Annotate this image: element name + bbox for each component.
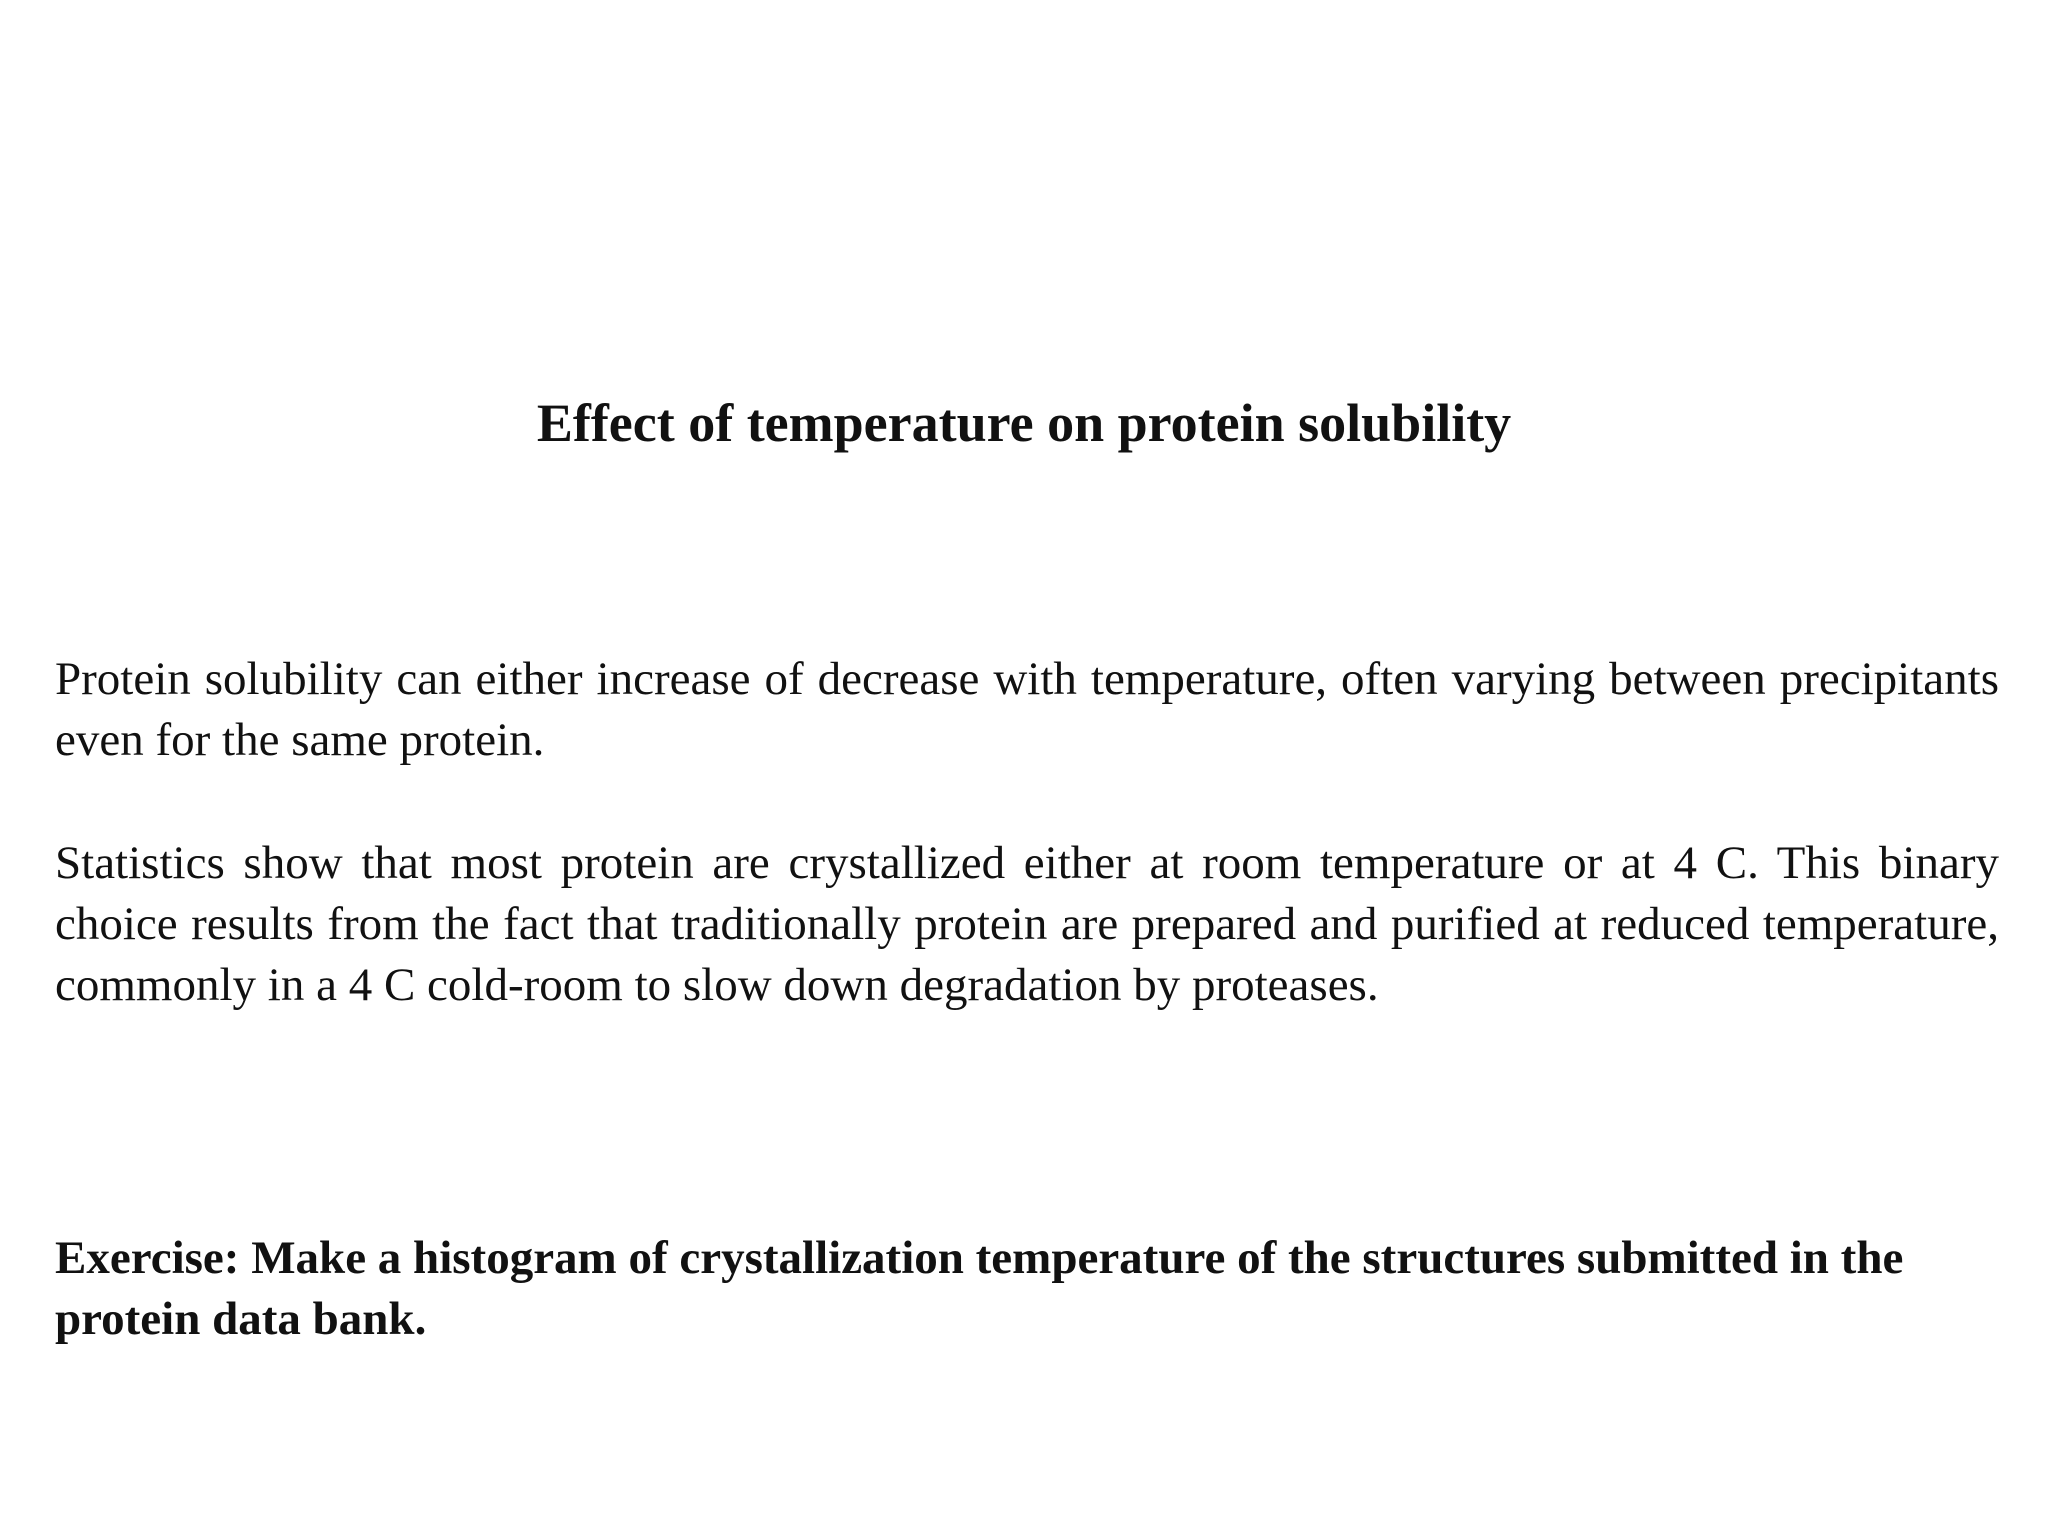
slide-title: Effect of temperature on protein solubility <box>536 393 1512 453</box>
paragraph-solubility: Protein solubility can either increase of decrease with temperature, often varying between precipitants even for the same protein. <box>55 653 1999 766</box>
paragraph-statistics: Statistics show that most protein are crystallized either at room temperature or at 4 C. This binary choice results from the fact that traditionally protein are prepared and purified at reduced temperature, commonly in a 4 C cold-room to slow down degradation by proteases. <box>55 837 1999 1011</box>
exercise-text: Exercise: Make a histogram of crystallization temperature of the structures submitted in the protein data bank. <box>55 1232 1904 1345</box>
